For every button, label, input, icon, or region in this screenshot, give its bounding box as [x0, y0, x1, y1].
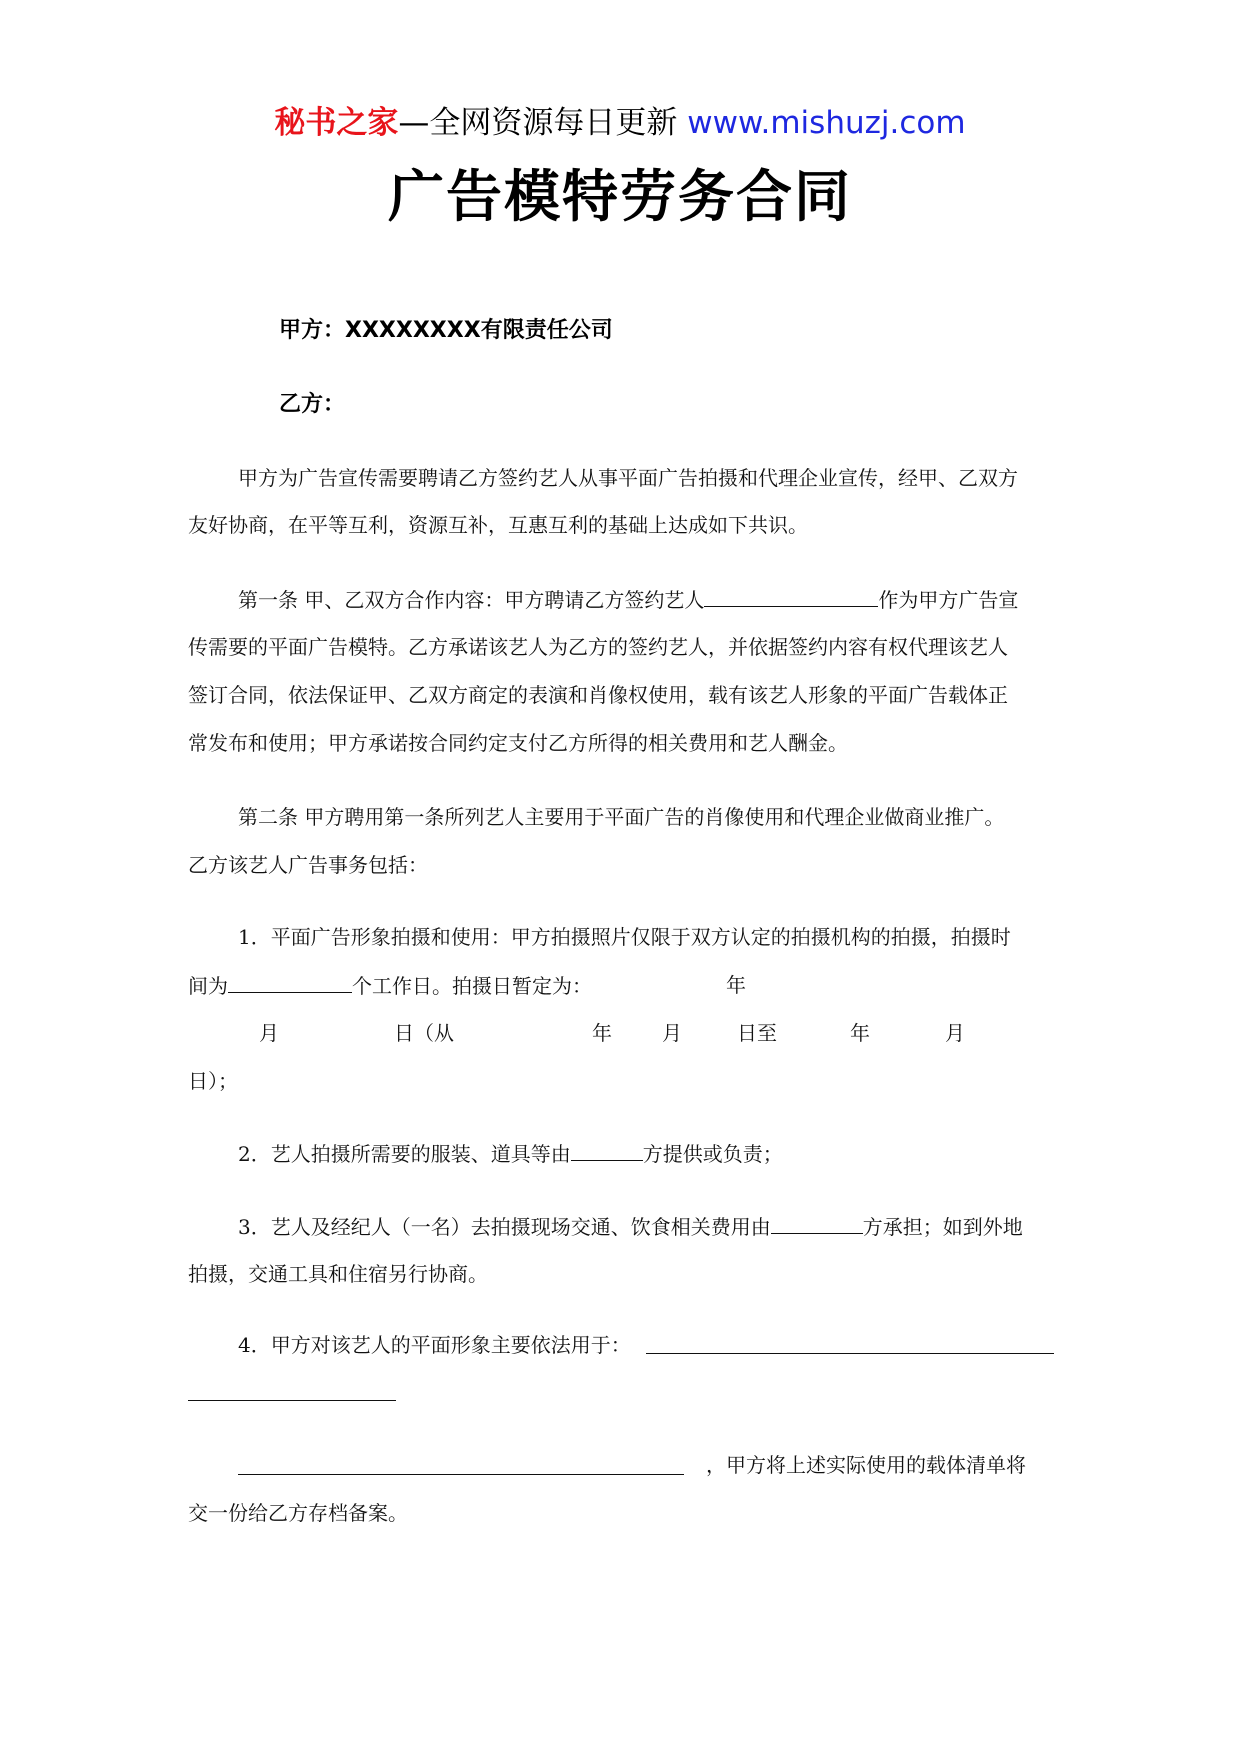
from-month-label: 月 [662, 1021, 682, 1045]
item-2-text-b: 方提供或负责； [642, 1142, 783, 1166]
document-title: 广告模特劳务合同 [388, 165, 852, 230]
item-2-text-a: 2．艺人拍摄所需要的服装、道具等由 [238, 1142, 571, 1166]
from-year-label: 年 [592, 1021, 612, 1045]
article-1-line-2: 传需要的平面广告模特。乙方承诺该艺人为乙方的签约艺人，并依据签约内容有权代理该艺人 [188, 635, 1008, 659]
item-1-line-2 [188, 970, 592, 1001]
to-day-label: 日至 [737, 1021, 777, 1045]
banner-url[interactable]: www.mishuzj.com [687, 105, 966, 141]
working-days-blank[interactable] [228, 970, 352, 993]
article-2-line-2: 乙方该艺人广告事务包括： [188, 853, 428, 877]
article-1-text-b: 作为甲方广告宣 [878, 588, 1019, 612]
expense-bearer-blank[interactable] [771, 1211, 863, 1234]
item-4-line-1: 4．甲方对该艺人的平面形象主要依法用于： [238, 1333, 631, 1357]
shoot-month-label: 月 [259, 1021, 279, 1045]
item-3-text-b: 方承担；如到外地 [862, 1215, 1023, 1239]
item-1-line-1: 1．平面广告形象拍摄和使用：甲方拍摄照片仅限于双方认定的拍摄机构的拍摄，拍摄时 [238, 925, 1011, 949]
party-a: 甲方：XXXXXXXX有限责任公司 [279, 318, 613, 343]
to-month-label: 月 [945, 1021, 965, 1045]
article-1-text-a: 第一条 甲、乙双方合作内容：甲方聘请乙方签约艺人 [238, 588, 705, 612]
article-1-line-4: 常发布和使用；甲方承诺按合同约定支付乙方所得的相关费用和艺人酬金。 [188, 731, 848, 755]
usage-blank-2[interactable] [188, 1400, 396, 1401]
party-b: 乙方： [279, 392, 346, 417]
intro-line-2: 友好协商，在平等互利，资源互补，互惠互利的基础上达成如下共识。 [188, 513, 808, 537]
shoot-year-label: 年 [726, 973, 746, 997]
site-banner [0, 100, 1240, 146]
item-3-line-2: 拍摄，交通工具和住宿另行协商。 [188, 1262, 488, 1286]
item-1-text-a: 间为 [188, 974, 228, 998]
article-1-line-1 [238, 584, 1018, 615]
usage-blank-1[interactable] [646, 1353, 1054, 1354]
to-year-label: 年 [850, 1021, 870, 1045]
usage-blank-3[interactable] [238, 1474, 684, 1475]
intro-line-1: 甲方为广告宣传需要聘请乙方签约艺人从事平面广告拍摄和代理企业宣传，经甲、乙双方 [238, 466, 1018, 490]
artist-name-blank[interactable] [704, 584, 878, 607]
item-3-text-a: 3．艺人及经纪人（一名）去拍摄现场交通、饮食相关费用由 [238, 1215, 771, 1239]
costume-provider-blank[interactable] [571, 1138, 643, 1161]
banner-brand: 秘书之家 [274, 105, 399, 141]
item-3-line-1 [238, 1211, 1023, 1242]
item-4-line-4: 交一份给乙方存档备案。 [188, 1501, 408, 1525]
item-1-text-b: 个工作日。拍摄日暂定为： [352, 974, 592, 998]
from-day-label: 日（从 [394, 1021, 454, 1045]
article-2-line-1: 第二条 甲方聘用第一条所列艺人主要用于平面广告的肖像使用和代理企业做商业推广。 [238, 805, 1005, 829]
item-2-line [238, 1138, 783, 1169]
to-day-tail: 日）； [188, 1069, 238, 1093]
article-1-line-3: 签订合同，依法保证甲、乙双方商定的表演和肖像权使用，载有该艺人形象的平面广告载体正 [188, 683, 1008, 707]
item-4-line-3: ，甲方将上述实际使用的载体清单将 [706, 1453, 1026, 1477]
banner-slogan: —全网资源每日更新 [398, 105, 678, 141]
